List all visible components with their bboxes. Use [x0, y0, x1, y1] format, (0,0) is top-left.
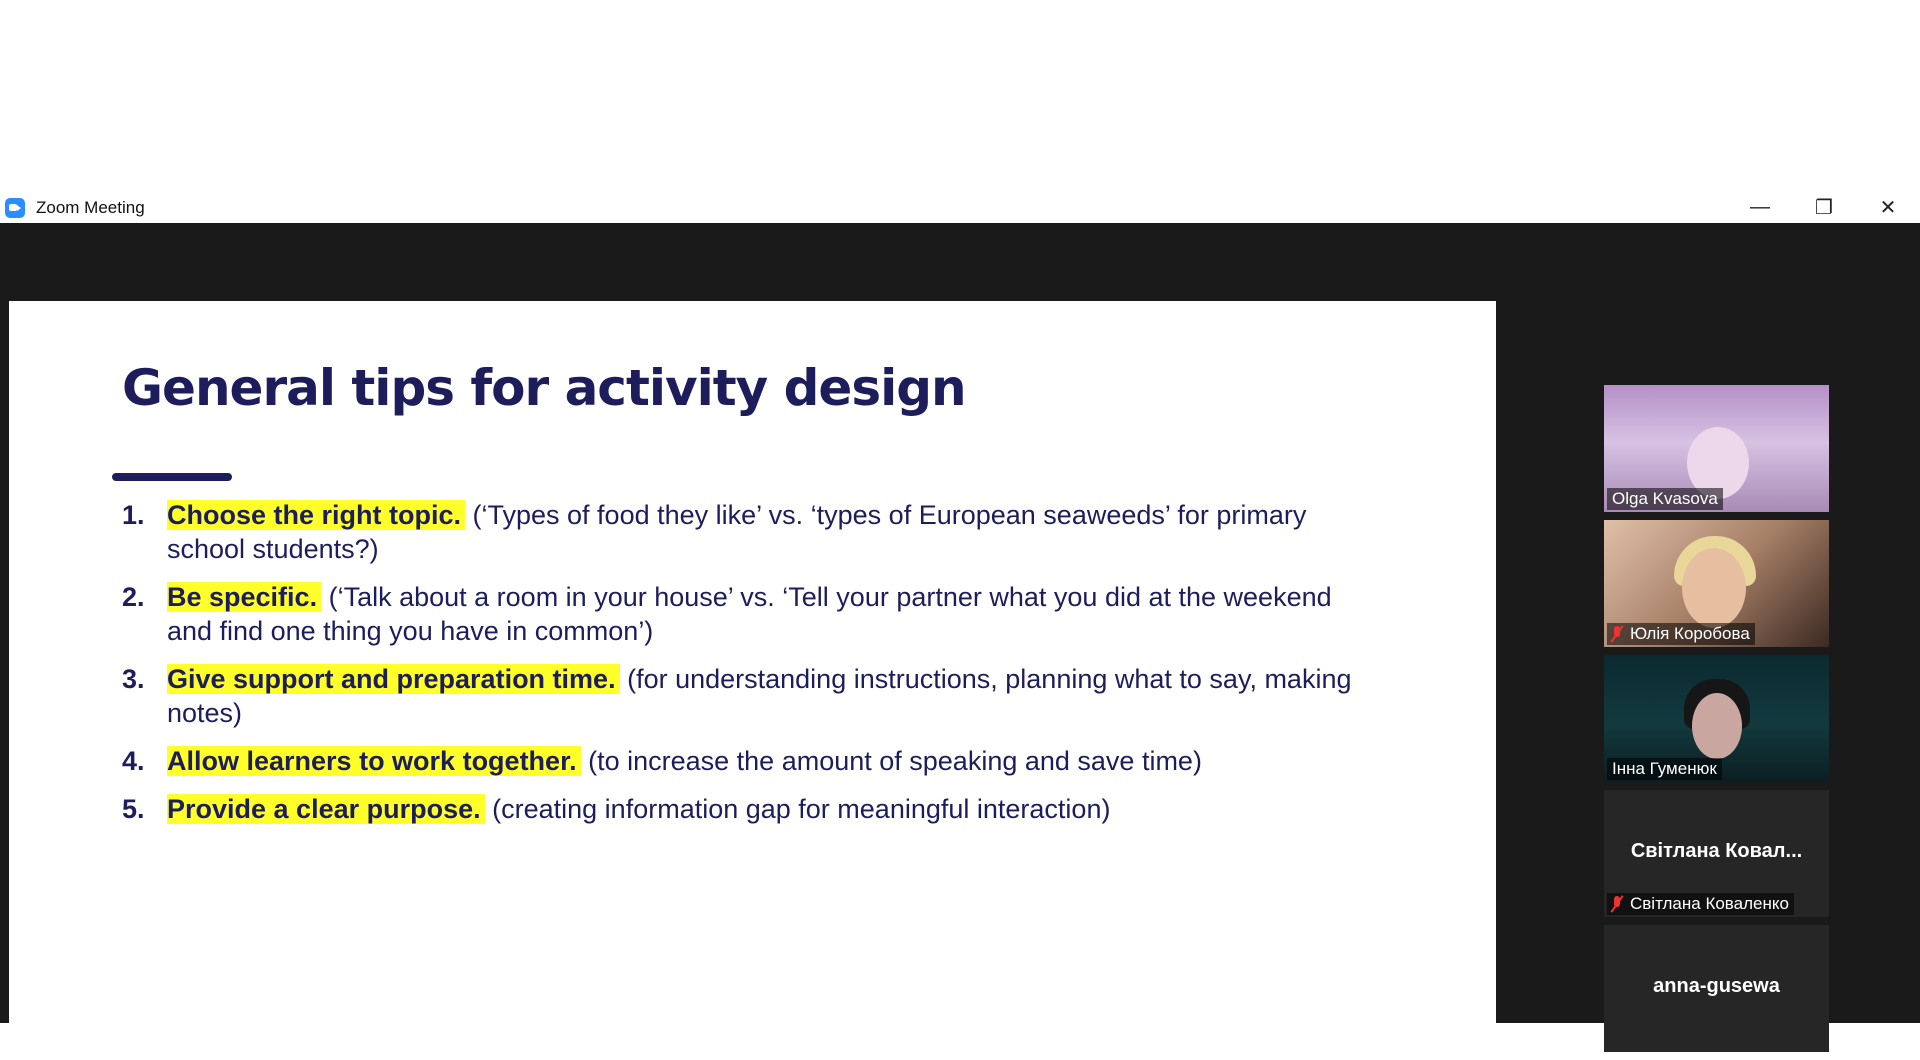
- participant-label: Інна Гуменюк: [1607, 758, 1722, 780]
- participant-label: Юлія Коробова: [1607, 623, 1755, 645]
- tips-list: [122, 498, 1382, 840]
- tip-item: [122, 792, 1382, 826]
- participant-tile[interactable]: [1604, 925, 1829, 1052]
- window-title: Zoom Meeting: [36, 197, 145, 217]
- tip-item: [122, 498, 1382, 566]
- shared-screen-slide: [9, 301, 1496, 1023]
- participant-display-name: anna-gusewa: [1653, 975, 1780, 997]
- mic-muted-icon: [1612, 626, 1622, 642]
- participant-display-name: Світлана Ковал...: [1630, 840, 1803, 862]
- slide-title: General tips for activity design: [122, 359, 966, 417]
- tip-number: 1.: [122, 500, 145, 530]
- tip-number: 2.: [122, 582, 145, 612]
- participant-tile[interactable]: [1604, 655, 1829, 782]
- participant-label: Світлана Коваленко: [1607, 893, 1794, 915]
- participant-video: [1682, 548, 1746, 628]
- tip-text: (to increase the amount of speaking and save time): [580, 746, 1202, 776]
- tip-item: [122, 580, 1382, 648]
- tip-text: (‘Talk about a room in your house’ vs. ‘Tell your partner what you did at the weekend and find one thing you have in common’): [167, 582, 1332, 646]
- restore-button[interactable]: ❐: [1815, 197, 1833, 219]
- tip-number: 5.: [122, 794, 145, 824]
- participant-label: Olga Kvasova: [1607, 488, 1723, 510]
- tip-text: (creating information gap for meaningful interaction): [484, 794, 1111, 824]
- title-bar: [0, 192, 1920, 223]
- participant-tile[interactable]: [1604, 385, 1829, 512]
- tip-text: (for understanding instructions, planning what to say, making notes): [167, 664, 1352, 728]
- tip-number: 4.: [122, 746, 145, 776]
- tip-item: [122, 662, 1382, 730]
- tip-highlight: Choose the right topic.: [167, 500, 465, 530]
- tip-item: [122, 744, 1382, 778]
- close-button[interactable]: ✕: [1879, 197, 1897, 219]
- tip-number: 3.: [122, 664, 145, 694]
- top-blank-area: [0, 0, 1920, 192]
- mic-muted-icon: [1612, 896, 1622, 912]
- participant-tile[interactable]: [1604, 520, 1829, 647]
- tip-highlight: Be specific.: [167, 582, 321, 612]
- tip-highlight: Allow learners to work together.: [167, 746, 581, 776]
- tip-highlight: Give support and preparation time.: [167, 664, 620, 694]
- tip-highlight: Provide a clear purpose.: [167, 794, 485, 824]
- participant-tile[interactable]: [1604, 790, 1829, 917]
- participant-video: [1692, 693, 1742, 759]
- zoom-app-icon: [5, 198, 25, 218]
- title-underline: [112, 473, 232, 481]
- participant-gallery: [1604, 385, 1829, 1060]
- window-controls: [1728, 192, 1920, 223]
- meeting-area: [0, 223, 1920, 1023]
- tip-text: (‘Types of food they like’ vs. ‘types of European seaweeds’ for primary school students?): [167, 500, 1307, 564]
- minimize-button[interactable]: —: [1750, 196, 1770, 218]
